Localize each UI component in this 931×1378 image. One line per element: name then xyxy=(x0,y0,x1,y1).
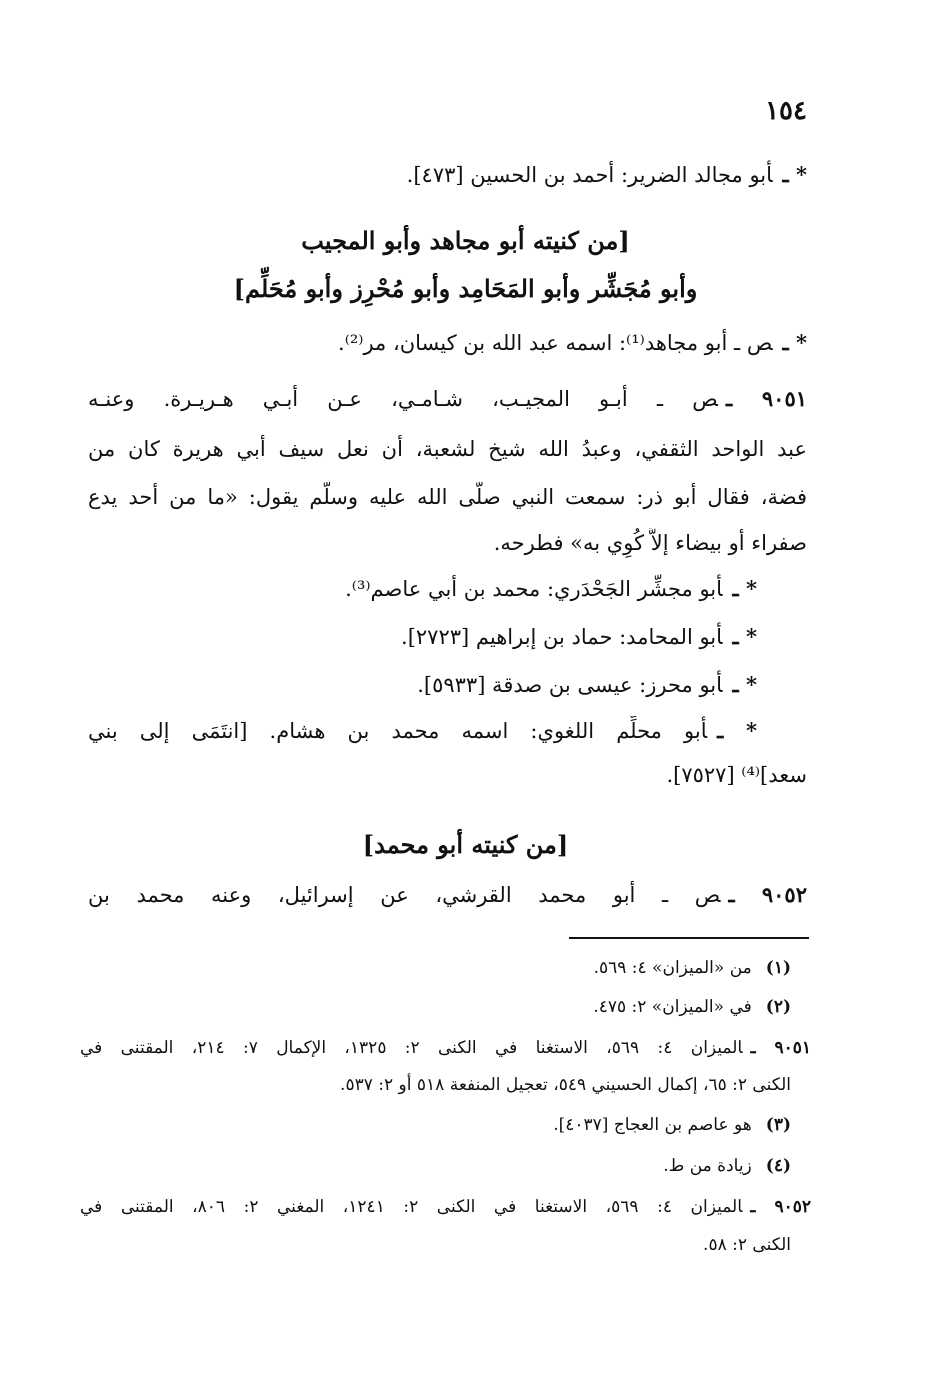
source-note-9051-line-1 xyxy=(80,1035,811,1061)
entry-number: ٩٠٥٢ ـ xyxy=(728,882,807,907)
footnote xyxy=(80,994,791,1020)
footnote-separator xyxy=(569,937,809,939)
footnote xyxy=(80,955,791,981)
entry-line xyxy=(88,574,807,604)
asterisk-bullet: * ـ xyxy=(732,672,757,697)
asterisk-bullet: * ـ xyxy=(782,330,807,355)
footnote xyxy=(80,1112,791,1138)
footnote-text: هو عاصم بن العجاج [٤٠٣٧]. xyxy=(553,1115,752,1135)
entry-text: أبو مجشِّر الجَحْدَري: محمد بن أبي عاصم⁽³⁾. xyxy=(345,577,723,601)
entry-text: أبو محلِّم اللغوي: اسمه محمد بن هشام. [انتَمَى إلى بني xyxy=(88,719,708,743)
entry-9051-line-4: صفراء أو بيضاء إلاَّ كُوِي به» فطرحه. xyxy=(493,531,807,555)
page-number: ١٥٤ xyxy=(765,96,807,126)
entry-line xyxy=(88,670,807,700)
entry-line-continued: سعد]⁽⁴⁾ [٧٥٢٧]. xyxy=(666,763,807,787)
asterisk-bullet: * ـ xyxy=(732,576,757,601)
source-note-9052-line-1 xyxy=(80,1194,811,1220)
asterisk-bullet: * ـ xyxy=(782,162,807,187)
section-heading-line-1: [من كنيته أبو مجاهد وأبو المجيب xyxy=(301,226,630,255)
footnote-mark: (٢) xyxy=(765,997,791,1017)
entry-line xyxy=(88,328,807,358)
entry-line xyxy=(88,160,807,190)
source-note-number: ٩٠٥١ ـ xyxy=(750,1038,811,1058)
source-note-text: الميزان ٤: ٥٦٩، الاستغنا في الكنى ٢: ١٢٤١، المغني ٢: ٨٠٦، المقتنى في xyxy=(80,1197,743,1217)
footnote-mark: (١) xyxy=(765,958,791,978)
footnote xyxy=(80,1153,791,1179)
footnote-mark: (٤) xyxy=(765,1156,791,1176)
entry-text: ص ـ أبو محمد القرشي، عن إسرائيل، وعنه محمد بن xyxy=(88,883,721,907)
footnote-text: من «الميزان» ٤: ٥٦٩. xyxy=(593,958,752,978)
entry-text: أبو محرز: عيسى بن صدقة [٥٩٣٣]. xyxy=(417,673,723,697)
entry-text: أبو مجالد الضرير: أحمد بن الحسين [٤٧٣]. xyxy=(406,163,773,187)
entry-9051-line-1 xyxy=(88,384,807,414)
asterisk-bullet: * ـ xyxy=(717,718,757,743)
entry-text: ص ـ أبـو المجيـب، شـامـي، عـن أبـي هـريـرة. وعنـه xyxy=(88,387,718,411)
asterisk-bullet: * ـ xyxy=(732,624,757,649)
section-heading-line-2: وأبو مُجَشِّر وأبو المَحَامِد وأبو مُحْرِز وأبو مُحَلِّم] xyxy=(233,274,698,303)
entry-line xyxy=(88,622,807,652)
section-heading: [من كنيته أبو محمد] xyxy=(362,830,569,859)
source-note-9051-line-2: الكنى ٢: ٦٥، إكمال الحسيني ٥٤٩، تعجيل المنفعة ٥١٨ أو ٢: ٥٣٧. xyxy=(340,1075,791,1095)
entry-text: ص ـ أبو مجاهد⁽¹⁾: اسمه عبد الله بن كيسان، مر⁽²⁾. xyxy=(338,331,773,355)
entry-9051-line-3: فضة، فقال أبو ذر: سمعت النبي صلَّى الله عليه وسلَّم يقول: «ما من أحد يدع xyxy=(88,485,807,509)
footnote-mark: (٣) xyxy=(765,1115,791,1135)
source-note-9052-line-2: الكنى ٢: ٥٨. xyxy=(703,1235,791,1255)
source-note-text: الميزان ٤: ٥٦٩، الاستغنا في الكنى ٢: ١٣٢٥، الإكمال ٧: ٢١٤، المقتنى في xyxy=(80,1038,743,1058)
entry-text: أبو المحامد: حماد بن إبراهيم [٢٧٢٣]. xyxy=(401,625,723,649)
entry-number: ٩٠٥١ ـ xyxy=(725,386,807,411)
entry-9051-line-2: عبد الواحد الثقفي، وعبدُ الله شيخ لشعبة، أن نعل سيف أبي هريرة كان من xyxy=(88,437,807,461)
footnote-text: في «الميزان» ٢: ٤٧٥. xyxy=(593,997,752,1017)
entry-9052-line-1 xyxy=(88,880,807,910)
source-note-number: ٩٠٥٢ ـ xyxy=(750,1197,811,1217)
entry-line xyxy=(88,716,807,746)
footnote-text: زيادة من ط. xyxy=(663,1156,752,1176)
